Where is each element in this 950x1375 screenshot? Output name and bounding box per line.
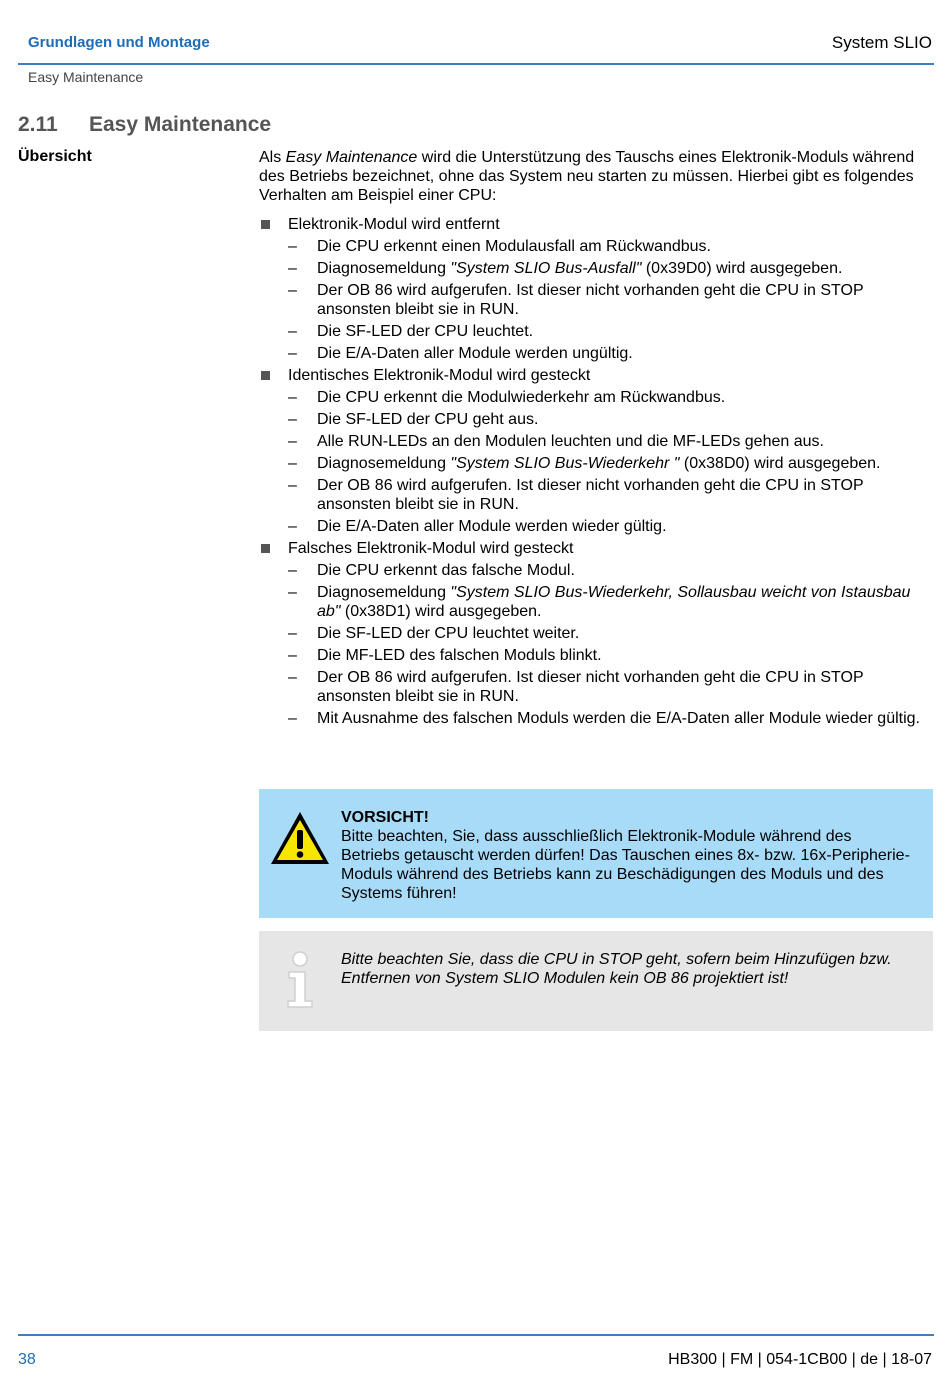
case-detail-item [288,432,931,451]
square-bullet-icon [261,371,270,380]
detail-text: Die CPU erkennt das falsche Modul. [317,562,575,579]
case-title: Falsches Elektronik-Modul wird gesteckt [288,540,574,557]
case-detail-list [288,237,931,363]
detail-text-end: (0x39D0) wird ausgegeben. [641,260,843,277]
dash-marker: – [288,238,297,255]
detail-text: Die SF-LED der CPU geht aus. [317,411,539,428]
case-detail-item [288,561,931,580]
case-detail-item [288,259,931,278]
info-icon [283,951,317,1009]
header-rule [18,63,934,65]
dash-marker: – [288,625,297,642]
section-number: 2.11 [18,113,58,136]
case-detail-item [288,668,931,706]
dash-marker: – [288,562,297,579]
case-detail-item [288,454,931,473]
page-number: 38 [18,1351,36,1368]
square-bullet-icon [261,544,270,553]
case-item [259,366,931,536]
case-detail-list [288,388,931,536]
case-detail-item [288,237,931,256]
case-detail-item [288,281,931,319]
section-heading [18,113,271,137]
intro-text-start: Als [259,149,286,166]
dash-marker: – [288,411,297,428]
footer-rule [18,1334,934,1336]
square-bullet-icon [261,220,270,229]
dash-marker: – [288,477,297,494]
detail-text: Die CPU erkennt einen Modulausfall am Rückwandbus. [317,238,711,255]
dash-marker: – [288,282,297,299]
detail-text: Die SF-LED der CPU leuchtet weiter. [317,625,580,642]
case-detail-item [288,322,931,341]
detail-text-end: (0x38D0) wird ausgegeben. [679,455,881,472]
diagnostic-message: "System SLIO Bus-Ausfall" [450,260,642,277]
detail-text: Die CPU erkennt die Modulwiederkehr am Rückwandbus. [317,389,726,406]
detail-text: Der OB 86 wird aufgerufen. Ist dieser nicht vorhanden geht die CPU in STOP ansonsten bleibt sie in RUN. [317,669,864,705]
diagnostic-message: "System SLIO Bus-Wiederkehr, Sollausbau weicht von Istausbau ab" [317,584,911,620]
case-detail-item [288,709,931,728]
detail-text: Die SF-LED der CPU leuchtet. [317,323,534,340]
main-content [259,148,931,731]
running-header-product: System SLIO [831,33,932,52]
caution-text: Bitte beachten, Sie, dass ausschließlich Elektronik-Module während des Betriebs getauscht werden dürfen! Das Tauschen eines 8x- bzw. 16x-Peripherie-Moduls während des Betriebs kann zu Beschädigungen des Moduls und des Systems führen! [341,828,910,902]
dash-marker: – [288,260,297,277]
case-detail-item [288,583,931,621]
running-header-chapter: Grundlagen und Montage [28,34,210,51]
detail-text-start: Diagnosemeldung [317,260,451,277]
dash-marker: – [288,518,297,535]
note-box [259,931,933,1031]
dash-marker: – [288,389,297,406]
caution-box [259,789,933,918]
case-detail-item [288,624,931,643]
diagnostic-message: "System SLIO Bus-Wiederkehr " [450,455,680,472]
case-detail-item [288,646,931,665]
detail-text: Alle RUN-LEDs an den Modulen leuchten und die MF-LEDs gehen aus. [317,433,824,450]
caution-content [341,808,911,903]
intro-paragraph [259,148,931,205]
case-item [259,539,931,728]
case-title: Elektronik-Modul wird entfernt [288,216,500,233]
detail-text: Der OB 86 wird aufgerufen. Ist dieser nicht vorhanden geht die CPU in STOP ansonsten bleibt sie in RUN. [317,477,864,513]
running-header-subsection: Easy Maintenance [28,69,144,85]
detail-text: Der OB 86 wird aufgerufen. Ist dieser nicht vorhanden geht die CPU in STOP ansonsten bleibt sie in RUN. [317,282,864,318]
dash-marker: – [288,455,297,472]
dash-marker: – [288,584,297,601]
detail-text-end: (0x38D1) wird ausgegeben. [340,603,542,620]
dash-marker: – [288,647,297,664]
document-id: HB300 | FM | 054-1CB00 | de | 18-07 [668,1351,932,1368]
section-title: Easy Maintenance [89,113,272,136]
case-detail-item [288,476,931,514]
intro-text-end: wird die Unterstützung des Tauschs eines Elektronik-Moduls während des Betriebs bezeichnet, ohne das System neu starten zu müssen. Hierbei gibt es folgendes Verhalten am Beispiel einer CPU: [259,149,915,204]
detail-text: Die MF-LED des falschen Moduls blinkt. [317,647,602,664]
case-detail-item [288,410,931,429]
case-title: Identisches Elektronik-Modul wird gesteckt [288,367,591,384]
detail-text: Mit Ausnahme des falschen Moduls werden die E/A-Daten aller Module wieder gültig. [317,710,920,727]
case-detail-list [288,561,931,728]
note-text: Bitte beachten Sie, dass die CPU in STOP geht, sofern beim Hinzufügen bzw. Entfernen von System SLIO Modulen kein OB 86 projektiert ist! [341,951,892,987]
dash-marker: – [288,433,297,450]
detail-text: Die E/A-Daten aller Module werden wieder gültig. [317,518,667,535]
dash-marker: – [288,710,297,727]
detail-text: Die E/A-Daten aller Module werden ungültig. [317,345,633,362]
caution-title: VORSICHT! [341,809,429,826]
warning-triangle-icon [268,809,332,867]
dash-marker: – [288,323,297,340]
dash-marker: – [288,345,297,362]
case-detail-item [288,344,931,363]
case-list [259,215,931,728]
side-label: Übersicht [18,148,92,165]
case-item [259,215,931,363]
case-detail-item [288,517,931,536]
dash-marker: – [288,669,297,686]
detail-text-start: Diagnosemeldung [317,584,451,601]
detail-text-start: Diagnosemeldung [317,455,451,472]
intro-emphasis: Easy Maintenance [285,149,418,166]
case-detail-item [288,388,931,407]
